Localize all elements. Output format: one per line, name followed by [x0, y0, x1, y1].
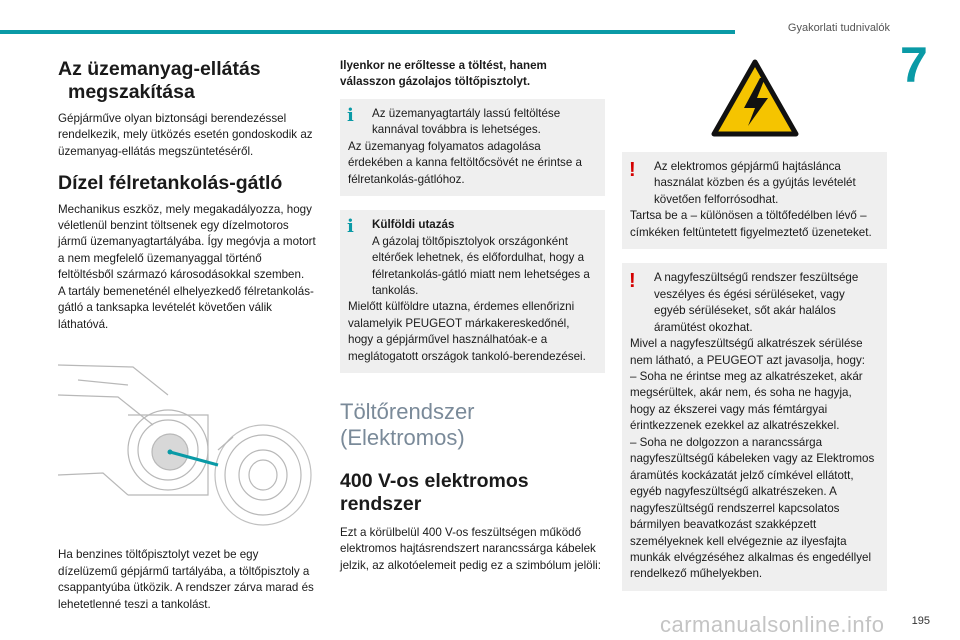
warning-hv-text-2: Mivel a nagyfeszültségű alkatrészek sérülése nem látható, a PEUGEOT azt javasolja, hogy: [630, 337, 865, 367]
column-1 [58, 58, 320, 613]
paragraph-petrol-nozzle: Ha benzines töltőpisztolyt vezet be egy dízelüzemű gépjármű tartályába, a töltőpisztoly a csappantyúba ütközik. A rendszer zárva marad és lehetetlenné teszi a tankolást. [58, 548, 314, 611]
paragraph-fuel-cutoff: Gépjárműve olyan biztonsági berendezéssel rendelkezik, mely ütközés esetén gondoskodik az üzemanyag-ellátás megszüntetéséről. [58, 111, 313, 158]
heading-fuel-cutoff [58, 58, 320, 105]
warning-note-hot [622, 152, 887, 249]
info-note-abroad [340, 210, 605, 373]
heading-fuel-cutoff-line2: megszakítása [68, 81, 195, 104]
header-accent-bar [0, 30, 735, 34]
warning-icon: ! [629, 159, 636, 181]
paragraph-400v-system: Ezt a körülbelül 400 V-os feszültségen működő elektromos hajtásrendszert narancssárga kábelek jelzik, az alkotóelemeit pedig ez a szimbólum jelöli: [340, 525, 601, 572]
paragraph-misfuel-visible: A tartály bemeneténél elhelyezkedő félretankolás-gátló a tanksapka levételét követően válik láthatóvá. [58, 284, 314, 331]
heading-400v-system [340, 470, 605, 517]
warning-hv-text-1: A nagyfeszültségű rendszer feszültsége veszélyes és égési sérüléseket, vagy egyéb sérüléseket, sőt akár halálos áramütést okozhat. [654, 271, 859, 334]
section-heading-line1: Töltőrendszer [340, 399, 475, 425]
chapter-number: 7 [900, 37, 928, 93]
note-abroad-text-2: Mielőtt külföldre utazna, érdemes ellenőrizni valamelyik PEUGEOT márkakereskedőnél, hogy a gépjárművel használhatóak-e a meglátogatott országok tankoló-berendezései. [348, 300, 586, 363]
info-icon: i [347, 104, 354, 126]
column-2 [340, 58, 605, 574]
warning-hot-text-1: Az elektromos gépjármű hajtáslánca használat közben és a gyújtás levételét követően felforrósodhat. [654, 160, 856, 206]
warning-hot-text-2: Tartsa be a – különösen a töltőfedélben lévő – címkéken feltüntetett figyelmeztető üzeneteket. [630, 209, 872, 239]
high-voltage-symbol [622, 58, 887, 136]
column-3 [622, 58, 887, 605]
heading-400v-line2: rendszer [340, 493, 422, 516]
warning-hv-text-3: – Soha ne érintse meg az alkatrészeket, akár megsérültek, akár nem, és soha ne hagyja, hogy az ékszerei vagy más fémtárgyai érintkezzenek ezekkel az alkatrészekkel. [630, 369, 863, 433]
high-voltage-icon [710, 58, 800, 138]
warning-icon: ! [629, 270, 636, 293]
note-canister-text-2: Az üzemanyag folyamatos adagolása érdekében a kanna feltöltőcsövét ne érintse a félretankolás-gátlóhoz. [348, 139, 582, 186]
warning-hv-text-4: – Soha ne dolgozzon a narancssárga nagyfeszültségű kábeleken vagy az Elektromos áramütés kockázatát jelző címkével ellátott, egyéb nagyfeszültségű alkatrészeken. A nagyfeszültségű rendszerrel kapcsolatos bármilyen beavatkozást szakképzett személyeknek kell elvégeznie az ilyesfajta munkák elvégzéséhez alkalmas és engedéllyel rendelkező műhelyekben. [630, 435, 875, 581]
page-number: 195 [911, 615, 930, 627]
warning-note-high-voltage [622, 263, 887, 591]
note-canister-text-1: Az üzemanyagtartály lassú feltöltése kannával továbbra is lehetséges. [372, 106, 561, 137]
section-heading-line2: (Elektromos) [340, 424, 465, 450]
heading-misfuel-guard: Dízel félretankolás-gátló [58, 172, 283, 195]
paragraph-misfuel-guard: Mechanikus eszköz, mely megakadályozza, hogy véletlenül benzint töltsenek egy dízelmotoros jármű üzemanyagtartályába. Így megóvja a motort a nem megfelelő üzemanyaggal történő feltöltésből származó károsodásokkal szemben. [58, 202, 316, 282]
section-heading-charging [340, 399, 605, 450]
info-icon: i [347, 216, 354, 238]
heading-fuel-cutoff-line1: Az üzemanyag-ellátás [58, 58, 261, 80]
paragraph-choose-diesel: Ilyenkor ne erőltesse a töltést, hanem válasszon gázolajos töltőpisztolyt. [340, 59, 547, 89]
note-abroad-text-1: A gázolaj töltőpisztolyok országonként eltérőek lehetnek, és előfordulhat, hogy a félretankolás-gátló miatt nem lehetséges a tankolás. [372, 234, 590, 297]
watermark: carmanualsonline.info [660, 612, 885, 637]
note-abroad-title: Külföldi utazás [372, 218, 455, 232]
heading-400v-line1: 400 V-os elektromos [340, 469, 529, 492]
fuel-filler-illustration [58, 355, 320, 530]
info-note-canister [340, 99, 605, 196]
section-title: Gyakorlati tudnivalók [787, 22, 890, 34]
